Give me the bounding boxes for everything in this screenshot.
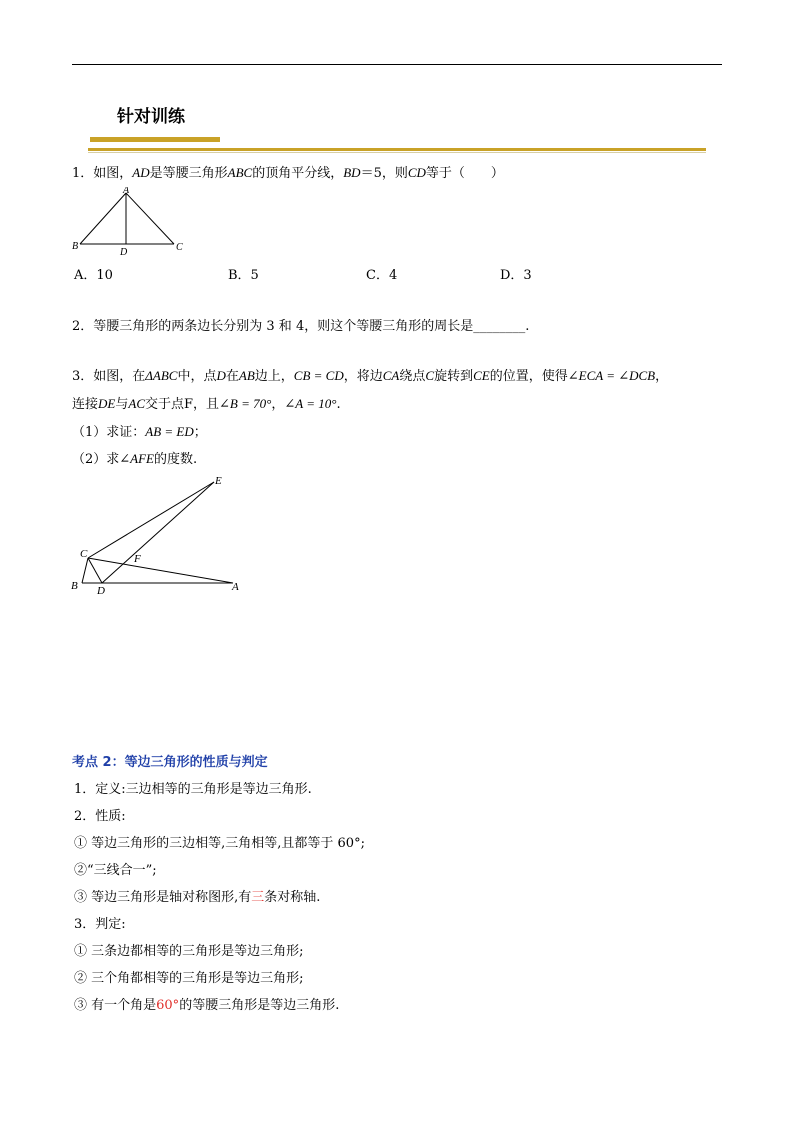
section-divider-shadow bbox=[88, 152, 706, 153]
kp2-property-1: ① 等边三角形的三边相等,三角相等,且都等于 60°; bbox=[74, 836, 365, 851]
q1-CD: CD bbox=[407, 165, 426, 180]
q3-eq-cb-cd: CB = CD bbox=[293, 368, 344, 383]
q3-label-A: A bbox=[232, 581, 239, 593]
q3-label-D: D bbox=[97, 585, 105, 597]
kp2-property-3: ③ 等边三角形是轴对称图形,有三条对称轴. bbox=[74, 890, 321, 905]
q1-side-AB bbox=[80, 193, 126, 244]
q1-label-C: C bbox=[176, 242, 183, 253]
section-divider bbox=[88, 148, 706, 151]
q3-figure bbox=[68, 472, 258, 597]
q1-option-a: A．10 bbox=[74, 268, 113, 283]
q3-angle-b: ∠B = 70° bbox=[219, 396, 272, 411]
q1-label-D: D bbox=[120, 247, 128, 257]
q1-option-b: B．5 bbox=[228, 268, 259, 283]
q1-ABC: ABC bbox=[227, 165, 253, 180]
q3-eq-angles: ∠ECA = ∠DCB bbox=[567, 368, 656, 383]
section-title-underline bbox=[90, 137, 220, 142]
q3-seg-CA bbox=[88, 558, 233, 583]
q3-label-E: E bbox=[215, 475, 222, 487]
q3-seg-CB bbox=[82, 558, 88, 583]
kp2-criterion-3: ③ 有一个角是60°的等腰三角形是等边三角形. bbox=[74, 998, 340, 1013]
q3-part2: （2）求∠AFE的度数. bbox=[72, 451, 198, 467]
section-title: 针对训练 bbox=[117, 107, 185, 127]
q3-seg-DE bbox=[102, 482, 214, 583]
kp2-criteria-heading: 3．判定: bbox=[74, 917, 126, 932]
kp2-property-2: ②“三线合一”; bbox=[74, 863, 157, 878]
header-rule bbox=[72, 64, 722, 65]
q3-seg-CD bbox=[88, 558, 102, 583]
kp2-definition: 1．定义:三边相等的三角形是等边三角形. bbox=[74, 782, 312, 797]
q3-line1: 3．如图，在ΔABC中，点D在AB边上，CB = CD，将边CA绕点C旋转到CE的位置，使得∠ECA = ∠DCB， bbox=[72, 368, 669, 384]
kp2-red-60: 60° bbox=[156, 998, 180, 1013]
q1-option-c: C．4 bbox=[366, 268, 398, 283]
q3-seg-CE bbox=[88, 482, 214, 558]
q1-side-AC bbox=[126, 193, 174, 244]
kp2-criterion-2: ② 三个角都相等的三角形是等边三角形; bbox=[74, 971, 304, 986]
q3-label-B: B bbox=[71, 580, 78, 592]
q1-option-d: D．3 bbox=[500, 268, 532, 283]
q1-figure bbox=[70, 187, 190, 257]
q1-stem: 1．如图，AD是等腰三角形ABC的顶角平分线，BD＝5，则CD等于（ ） bbox=[72, 165, 504, 181]
kp2-criterion-1: ① 三条边都相等的三角形是等边三角形; bbox=[74, 944, 304, 959]
q3-line2: 连接DE与AC交于点F，且∠B = 70°，∠A = 10°. bbox=[72, 396, 341, 412]
kp2-properties-heading: 2．性质: bbox=[74, 809, 126, 824]
q3-label-F: F bbox=[134, 553, 141, 565]
q3-part1: （1）求证：AB = ED； bbox=[72, 424, 207, 440]
q1-BD: BD bbox=[343, 165, 361, 180]
q1-label-B: B bbox=[72, 241, 79, 252]
q1-AD: AD bbox=[132, 165, 150, 180]
q3-label-C: C bbox=[80, 548, 88, 560]
q1-num: 1．如图， bbox=[72, 166, 133, 181]
q3-angle-a: ∠A = 10° bbox=[284, 396, 337, 411]
q3-triangle: ΔABC bbox=[145, 368, 178, 383]
q1-label-A: A bbox=[123, 187, 130, 196]
kp2-red-three: 三 bbox=[251, 890, 265, 905]
q2-stem: 2．等腰三角形的两条边长分别为 3 和 4，则这个等腰三角形的周长是________. bbox=[72, 319, 530, 334]
kp2-title: 考点 2：等边三角形的性质与判定 bbox=[72, 755, 268, 770]
